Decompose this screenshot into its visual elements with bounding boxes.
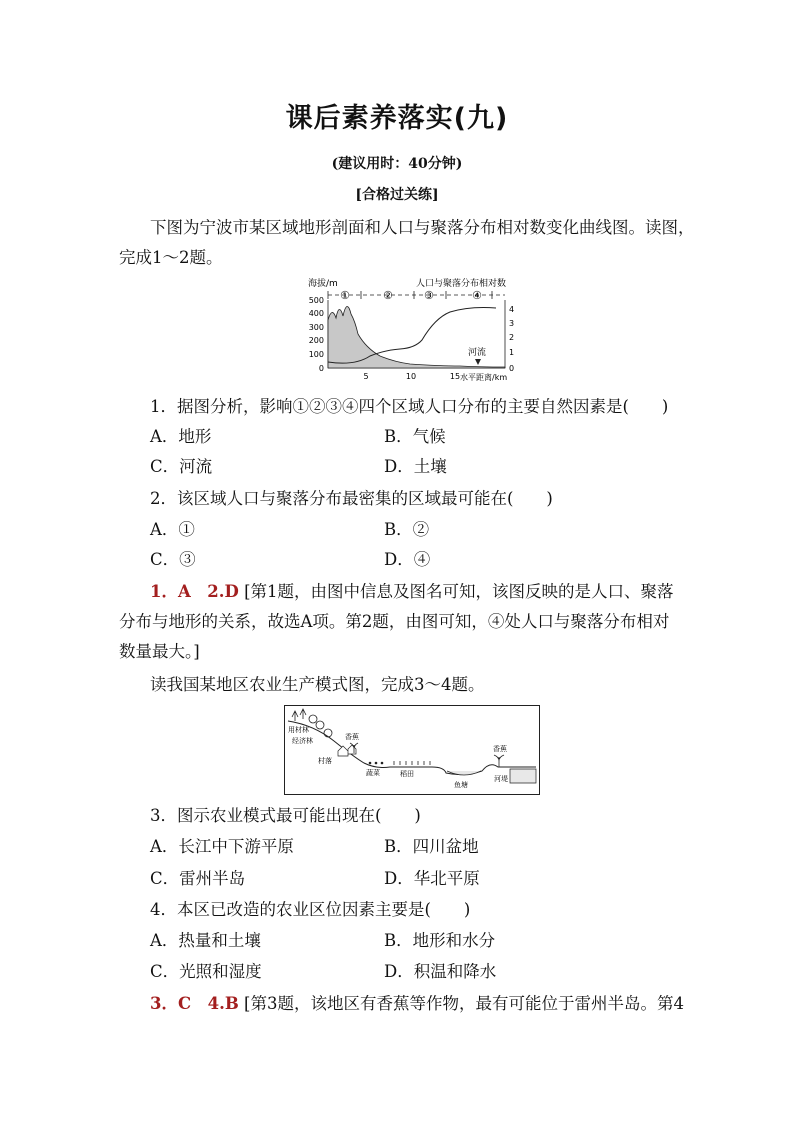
figure-agriculture-model <box>284 705 540 799</box>
q4-option-b: B．地形和水分 <box>384 931 496 950</box>
x-axis-label: 水平距离/km <box>460 373 508 382</box>
q4-stem: 4．本区已改造的农业区位因素主要是( ) <box>150 900 471 919</box>
answer-1-2-line1: [第1题，由图中信息及图名可知，该图反映的是人口、聚落 <box>244 582 674 601</box>
left-tick-200: 200 <box>308 336 324 345</box>
q2-option-b: B．② <box>384 520 430 539</box>
x-tick-10: 10 <box>405 372 417 381</box>
answer-1-2 <box>150 577 674 607</box>
terrain-profile <box>328 306 505 368</box>
q3-option-b: B．四川盆地 <box>384 837 479 856</box>
intro1-line2: 完成1～2题。 <box>119 248 223 267</box>
q1-option-c: C．河流 <box>150 457 213 476</box>
left-tick-500: 500 <box>308 296 324 305</box>
label-paddy-field: 稻田 <box>400 770 414 778</box>
river-label: 河流 <box>468 348 487 358</box>
x-tick-15: 15 <box>449 372 461 381</box>
q1-option-d: D．土壤 <box>384 457 447 476</box>
left-tick-300: 300 <box>308 323 324 332</box>
answer-3-4 <box>150 989 684 1019</box>
intro2: 读我国某地区农业生产模式图，完成3～4题。 <box>150 675 485 694</box>
zone-4-marker: ④ <box>472 289 482 302</box>
q1-option-a: A．地形 <box>150 427 212 446</box>
label-banana-left: 香蕉 <box>345 733 359 741</box>
answer-1-2-label: 1．A 2.D <box>150 582 239 601</box>
label-economic-forest: 经济林 <box>292 737 313 745</box>
right-tick-2: 2 <box>509 333 515 342</box>
label-village: 村落 <box>318 757 332 765</box>
answer-1-2-line2: 分布与地形的关系，故选A项。第2题，由图可知，④处人口与聚落分布相对 <box>119 612 670 631</box>
right-tick-3: 3 <box>509 319 515 328</box>
q1-option-b: B．气候 <box>384 427 446 446</box>
q1-stem: 1．据图分析，影响①②③④四个区域人口分布的主要自然因素是( ) <box>150 397 669 416</box>
answer-3-4-label: 3．C 4.B <box>150 994 239 1013</box>
q2-option-d: D．④ <box>384 550 431 569</box>
x-tick-5: 5 <box>363 372 369 381</box>
right-tick-1: 1 <box>509 348 515 357</box>
q2-stem: 2．该区域人口与聚落分布最密集的区域最可能在( ) <box>150 489 553 508</box>
q3-option-c: C．雷州半岛 <box>150 869 246 888</box>
q4-option-c: C．光照和湿度 <box>150 962 262 981</box>
q4-option-d: D．积温和降水 <box>384 962 497 981</box>
right-axis-label: 人口与聚落分布相对数 <box>416 279 507 289</box>
page-title: 课后素养落实(九) <box>285 103 509 134</box>
q4-option-a: A．热量和土壤 <box>150 931 261 950</box>
zone-3-marker: ③ <box>424 289 434 302</box>
q3-option-a: A．长江中下游平原 <box>150 837 294 856</box>
q3-stem: 3．图示农业模式最可能出现在( ) <box>150 806 421 825</box>
left-axis-label: 海拔/m <box>308 279 338 289</box>
label-vegetables: 蔬菜 <box>366 769 380 777</box>
answer-1-2-line3: 数量最大。] <box>119 642 200 661</box>
intro1-line1: 下图为宁波市某区域地形剖面和人口与聚落分布相对数变化曲线图。读图， <box>150 218 695 237</box>
q2-option-c: C．③ <box>150 550 196 569</box>
figure-terrain-profile <box>300 276 532 392</box>
section-heading: [合格过关练] <box>355 187 439 203</box>
left-tick-0: 0 <box>318 364 324 373</box>
left-tick-400: 400 <box>308 309 324 318</box>
answer-3-4-line1: [第3题，该地区有香蕉等作物，最有可能位于雷州半岛。第4 <box>244 994 684 1013</box>
suggested-time: (建议用时：40分钟) <box>331 156 463 172</box>
q2-option-a: A．① <box>150 520 195 539</box>
right-tick-0: 0 <box>509 364 515 373</box>
river-marker <box>475 359 481 365</box>
left-tick-100: 100 <box>308 350 324 359</box>
zone-1-marker: ① <box>340 289 350 302</box>
zone-2-marker: ② <box>383 289 393 302</box>
label-fish-pond: 鱼塘 <box>454 781 468 789</box>
right-tick-4: 4 <box>509 305 515 314</box>
label-banana-right: 香蕉 <box>493 745 507 753</box>
label-river-dike: 河堤 <box>494 775 508 783</box>
label-timber-forest: 用材林 <box>288 726 309 734</box>
q3-option-d: D．华北平原 <box>384 869 480 888</box>
